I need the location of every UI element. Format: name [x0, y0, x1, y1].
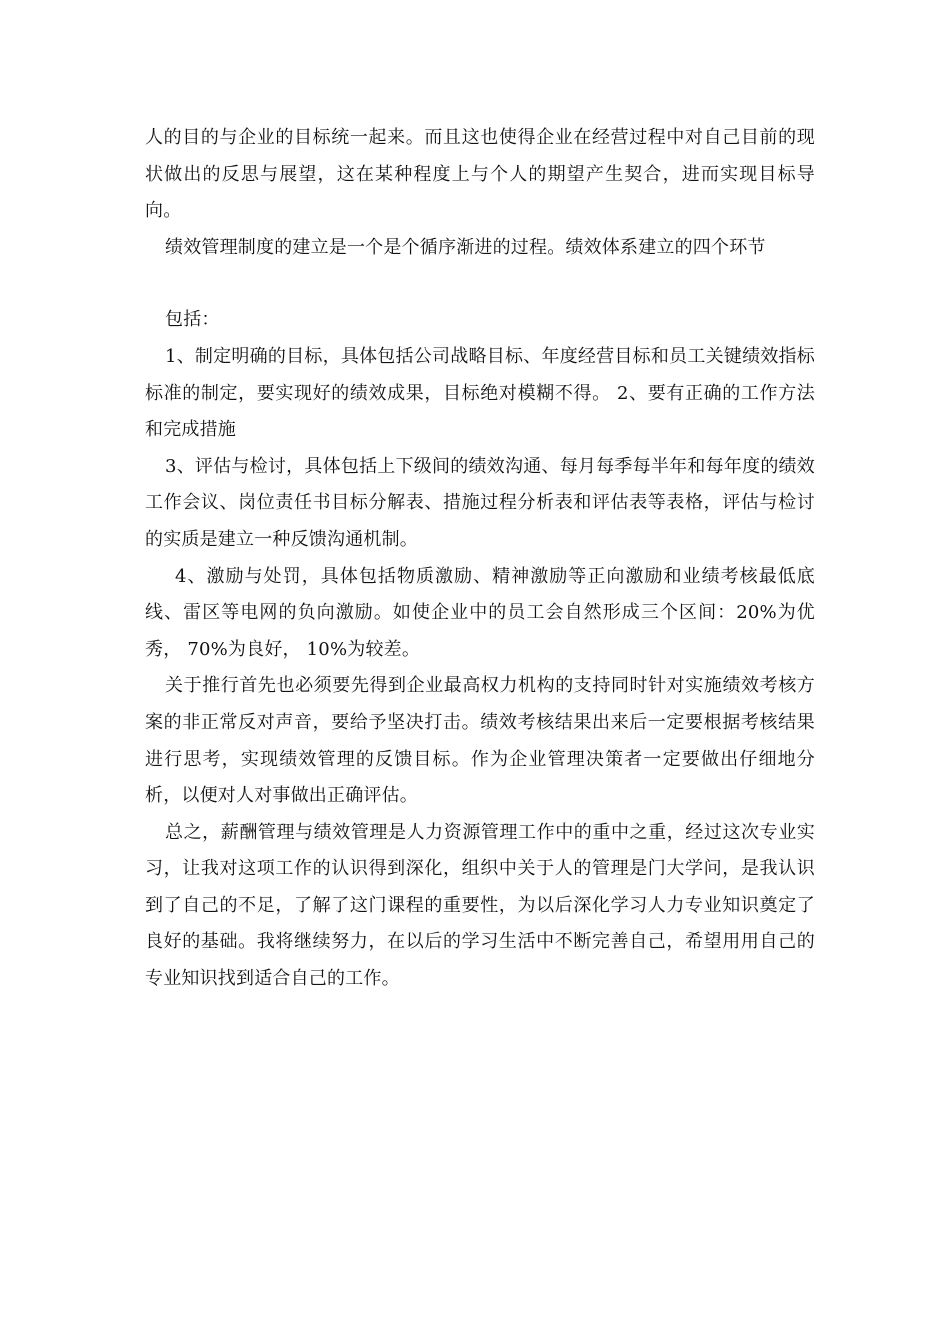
paragraph-step-1-2: 1、制定明确的目标，具体包括公司战略目标、年度经营目标和员工关键绩效指标标准的制定，要实现好的绩效成果，目标绝对模糊不得。 2、要有正确的工作方法和完成措施 — [145, 345, 815, 441]
paragraph-step-4: 4、激励与处罚，具体包括物质激励、精神激励等正向激励和业绩考核最低底线、雷区等电网的负向激励。如使企业中的员工会自然形成三个区间：20%为优秀， 70%为良好， 10%为较差。 — [145, 565, 815, 660]
paragraph-step-3: 3、评估与检讨，具体包括上下级间的绩效沟通、每月每季每半年和每年度的绩效工作会议、岗位责任书目标分解表、措施过程分析表和评估表等表格，评估与检讨的实质是建立一种反馈沟通机制。 — [145, 455, 815, 550]
paragraph-goal-alignment: 人的目的与企业的目标统一起来。而且这也使得企业在经营过程中对自己目前的现状做出的反思与展望，这在某种程度上与个人的期望产生契合，进而实现目标导向。 — [145, 127, 815, 222]
document-body — [145, 120, 815, 998]
paragraph-implementation: 关于推行首先也必须要先得到企业最高权力机构的支持同时针对实施绩效考核方案的非正常反对声音，要给予坚决打击。绩效考核结果出来后一定要根据考核结果进行思考，实现绩效管理的反馈目标。作为企业管理决策者一定要做出仔细地分析，以便对人对事做出正确评估。 — [145, 675, 815, 807]
paragraph-conclusion: 总之，薪酬管理与绩效管理是人力资源管理工作中的重中之重，经过这次专业实习，让我对这项工作的认识得到深化，组织中关于人的管理是门大学问，是我认识到了自己的不足，了解了这门课程的重要性，为以后深化学习人力专业知识奠定了良好的基础。我将继续努力，在以后的学习生活中不断完善自己，希望用用自己的专业知识找到适合自己的工作。 — [145, 821, 815, 990]
paragraph-performance-system-intro: 绩效管理制度的建立是一个是个循序渐进的过程。绩效体系建立的四个环节 — [165, 236, 766, 258]
paragraph-includes-label: 包括： — [165, 309, 220, 331]
